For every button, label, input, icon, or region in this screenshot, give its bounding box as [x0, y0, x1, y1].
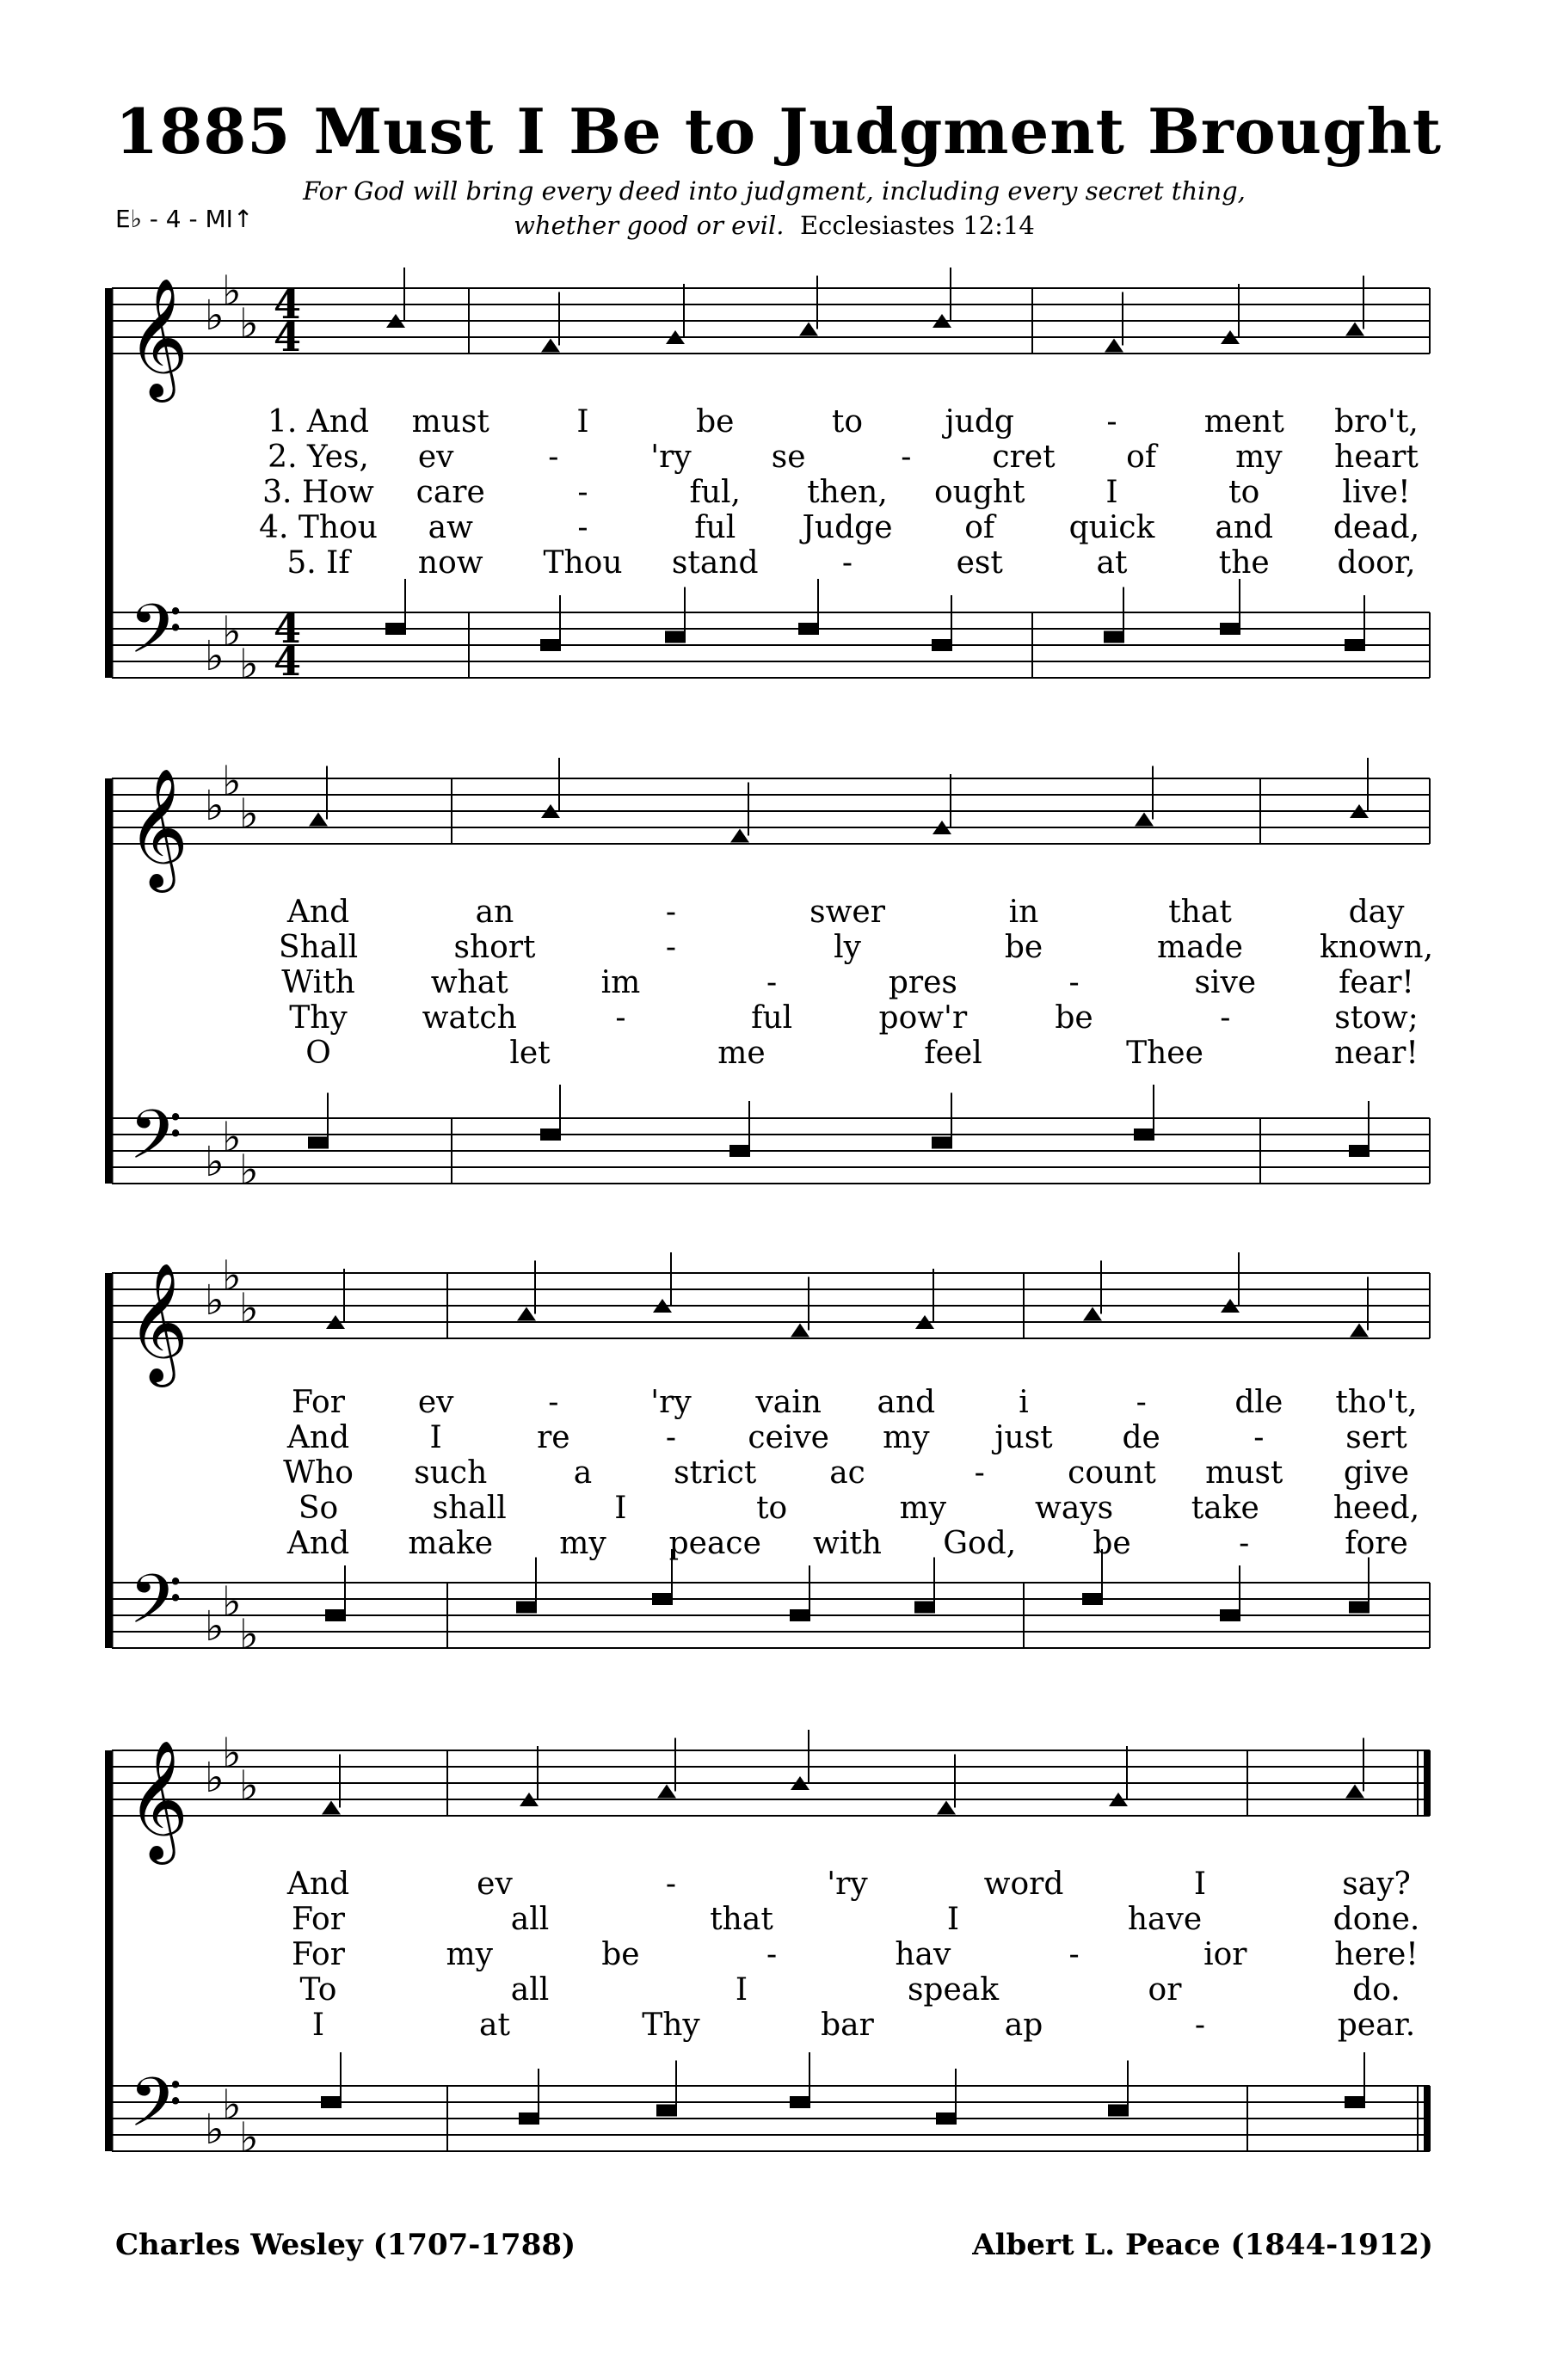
- lyric-syllable: -: [577, 475, 588, 510]
- flat-icon: ♭: [222, 2081, 242, 2130]
- lyric-syllable: pres: [888, 965, 957, 1000]
- bass-note-head: [540, 639, 561, 651]
- bass-clef-icon: 𝄢: [129, 2063, 182, 2159]
- lyric-syllable: ior: [1203, 1937, 1247, 1972]
- lyric-syllable: -: [1136, 1385, 1147, 1420]
- lyric-syllable: ac: [829, 1455, 865, 1491]
- lyric-syllable: -: [615, 1000, 626, 1036]
- lyric-syllable: 5. If: [286, 545, 350, 581]
- lyric-syllable: be: [1004, 930, 1043, 965]
- lyric-syllable: shall: [432, 1491, 507, 1526]
- flat-icon: ♭: [222, 757, 242, 806]
- lyric-syllable: of: [964, 510, 995, 545]
- treble-note-head: [1135, 813, 1154, 827]
- flat-icon: ♭: [205, 1602, 225, 1651]
- flat-icon: ♭: [222, 1251, 242, 1301]
- lyric-syllable: make: [408, 1526, 494, 1561]
- lyric-syllable: -: [901, 440, 912, 475]
- lyric-syllable: ful: [694, 510, 736, 545]
- lyric-syllable: at: [1096, 545, 1128, 581]
- lyric-syllable: and: [877, 1385, 936, 1420]
- treble-note-head: [1083, 1307, 1102, 1321]
- lyric-syllable: est: [956, 545, 1003, 581]
- flat-icon: ♭: [239, 2113, 259, 2162]
- flat-icon: ♭: [222, 1113, 242, 1162]
- lyric-syllable: I: [311, 2008, 325, 2043]
- lyric-syllable: 4. Thou: [259, 510, 378, 545]
- flat-icon: ♭: [205, 1138, 225, 1186]
- flat-icon: ♭: [205, 1754, 225, 1802]
- lyric-syllable: to: [831, 404, 864, 440]
- treble-note-head: [937, 1801, 956, 1815]
- treble-clef-icon: 𝄞: [127, 278, 188, 397]
- lyric-syllable: near!: [1334, 1036, 1419, 1071]
- bass-note-head: [652, 1593, 673, 1605]
- lyric-syllable: 3. How: [262, 475, 374, 510]
- lyric-syllable: -: [1068, 1937, 1080, 1972]
- lyric-syllable: be: [1055, 1000, 1093, 1036]
- treble-note-head: [730, 829, 749, 843]
- lyric-syllable: -: [766, 1937, 778, 1972]
- treble-note-head: [799, 323, 818, 336]
- lyric-syllable: I: [946, 1902, 960, 1937]
- lyric-syllable: count: [1068, 1455, 1156, 1491]
- time-signature-top: 4: [274, 606, 302, 652]
- lyric-syllable: hav: [895, 1937, 951, 1972]
- lyric-syllable: -: [665, 930, 677, 965]
- lyric-syllable: me: [717, 1036, 766, 1071]
- lyric-syllable: ev: [417, 440, 454, 475]
- lyric-syllable: such: [414, 1455, 488, 1491]
- bass-note-head: [1345, 639, 1365, 651]
- system-bracket: [105, 288, 111, 678]
- lyric-syllable: ev: [417, 1385, 454, 1420]
- staff-treble-3: [112, 1252, 1430, 1388]
- flat-icon: ♭: [222, 267, 242, 316]
- lyric-syllable: For: [292, 1902, 345, 1937]
- treble-note-head: [791, 1324, 809, 1338]
- lyric-syllable: heed,: [1333, 1491, 1420, 1526]
- lyric-syllable: I: [429, 1420, 442, 1455]
- flat-icon: ♭: [239, 790, 259, 839]
- lyric-syllable: ap: [1004, 2008, 1043, 2043]
- flat-icon: ♭: [205, 2106, 225, 2154]
- flat-icon: ♭: [222, 1729, 242, 1778]
- staff-treble-4: [112, 1730, 1430, 1866]
- lyric-syllable: Shall: [278, 930, 359, 965]
- lyric-syllable: And: [286, 1526, 350, 1561]
- flat-icon: ♭: [222, 607, 242, 656]
- lyric-syllable: 'ry: [650, 440, 692, 475]
- lyric-syllable: So: [298, 1491, 339, 1526]
- treble-note-head: [309, 813, 328, 827]
- staff-bass-1: [112, 589, 1430, 689]
- lyric-syllable: i: [1019, 1385, 1029, 1420]
- lyric-syllable: -: [548, 1385, 559, 1420]
- flat-icon: ♭: [239, 299, 259, 348]
- lyric-syllable: tho't,: [1335, 1385, 1418, 1420]
- final-barline-thick: [1424, 2086, 1431, 2151]
- music-credit: Albert L. Peace (1844-1912): [972, 2228, 1433, 2262]
- lyric-syllable: feel: [924, 1036, 982, 1071]
- flat-icon: ♭: [239, 1610, 259, 1659]
- bass-note-head: [1220, 623, 1240, 635]
- treble-note-head: [1345, 1785, 1364, 1799]
- lyric-syllable: -: [841, 545, 853, 581]
- lyric-syllable: the: [1218, 545, 1270, 581]
- lyric-syllable: strict: [674, 1455, 757, 1491]
- lyric-syllable: take: [1191, 1491, 1259, 1526]
- bass-clef-icon: 𝄢: [129, 1559, 182, 1656]
- lyric-syllable: swer: [809, 895, 885, 930]
- lyric-syllable: fore: [1345, 1526, 1408, 1561]
- lyric-syllable: Who: [283, 1455, 354, 1491]
- lyric-syllable: day: [1348, 895, 1405, 930]
- lyric-syllable: -: [766, 965, 778, 1000]
- bass-note-head: [1104, 631, 1124, 643]
- bass-note-head: [1082, 1593, 1103, 1605]
- lyric-syllable: ment: [1203, 404, 1284, 440]
- bass-note-head: [665, 631, 686, 643]
- lyric-syllable: that: [710, 1902, 773, 1937]
- lyric-syllable: care: [415, 475, 485, 510]
- flat-icon: ♭: [239, 640, 259, 689]
- bass-note-head: [729, 1145, 750, 1157]
- lyric-syllable: For: [292, 1385, 345, 1420]
- lyric-syllable: 2. Yes,: [268, 440, 369, 475]
- bass-note-head: [1134, 1129, 1154, 1141]
- lyric-syllable: stow;: [1334, 1000, 1419, 1036]
- lyric-syllable: say?: [1342, 1866, 1411, 1902]
- lyric-syllable: O: [305, 1036, 331, 1071]
- bass-note-head: [321, 2096, 342, 2108]
- lyric-syllable: Judge: [802, 510, 893, 545]
- lyric-syllable: To: [299, 1972, 337, 2008]
- lyric-syllable: be: [1093, 1526, 1131, 1561]
- staff-treble-2: [112, 758, 1430, 894]
- lyric-syllable: quick: [1068, 510, 1155, 545]
- lyric-syllable: aw: [428, 510, 473, 545]
- lyric-syllable: my: [1235, 440, 1283, 475]
- lyric-syllable: For: [292, 1937, 345, 1972]
- lyric-syllable: Thy: [289, 1000, 348, 1036]
- bass-note-head: [1345, 2096, 1365, 2108]
- lyric-syllable: of: [1126, 440, 1157, 475]
- treble-note-head: [1350, 1324, 1369, 1338]
- lyric-syllable: 'ry: [827, 1866, 868, 1902]
- lyric-syllable: Thy: [642, 2008, 700, 2043]
- time-signature-bottom: 4: [274, 638, 302, 685]
- lyric-syllable: short: [453, 930, 536, 965]
- system-bracket: [105, 1750, 111, 2151]
- lyric-syllable: bar: [821, 2008, 874, 2043]
- lyric-syllable: dle: [1234, 1385, 1283, 1420]
- lyric-syllable: pow'r: [878, 1000, 968, 1036]
- lyric-syllable: ly: [834, 930, 861, 965]
- treble-clef-icon: 𝄞: [127, 1740, 188, 1860]
- lyric-syllable: just: [994, 1420, 1053, 1455]
- lyric-syllable: be: [696, 404, 735, 440]
- lyric-syllable: I: [735, 1972, 748, 2008]
- lyric-syllable: -: [1068, 965, 1080, 1000]
- treble-clef-icon: 𝄞: [127, 1263, 188, 1382]
- lyric-syllable: speak: [907, 1972, 1000, 2008]
- lyric-syllable: I: [1193, 1866, 1207, 1902]
- scripture-reference: Ecclesiastes 12:14: [799, 211, 1035, 240]
- treble-note-head: [541, 339, 560, 353]
- lyric-syllable: And: [286, 1420, 350, 1455]
- words-credit: Charles Wesley (1707-1788): [115, 2228, 576, 2262]
- lyric-syllable: peace: [668, 1526, 761, 1561]
- lyric-syllable: With: [281, 965, 355, 1000]
- lyric-syllable: have: [1127, 1902, 1203, 1937]
- lyric-syllable: live!: [1342, 475, 1411, 510]
- bass-note-head: [932, 1137, 952, 1149]
- lyric-syllable: -: [577, 510, 588, 545]
- system-bracket: [105, 1273, 111, 1648]
- treble-clef-icon: 𝄞: [127, 768, 188, 888]
- lyric-syllable: -: [1106, 404, 1117, 440]
- staff-bass-3: [112, 1559, 1430, 1659]
- lyric-syllable: my: [559, 1526, 606, 1561]
- lyric-syllable: my: [446, 1937, 493, 1972]
- lyric-syllable: or: [1148, 1972, 1182, 2008]
- lyric-syllable: and: [1215, 510, 1274, 545]
- lyric-syllable: watch: [422, 1000, 517, 1036]
- lyric-syllable: ceive: [748, 1420, 829, 1455]
- lyric-syllable: -: [665, 1420, 677, 1455]
- flat-icon: ♭: [222, 1577, 242, 1627]
- lyric-syllable: must: [411, 404, 489, 440]
- flat-icon: ♭: [205, 292, 225, 340]
- lyric-syllable: cret: [992, 440, 1056, 475]
- treble-note-head: [657, 1785, 676, 1799]
- lyric-syllable: what: [430, 965, 508, 1000]
- treble-note-head: [1345, 323, 1364, 336]
- lyric-syllable: I: [1105, 475, 1118, 510]
- lyric-syllable: ful: [751, 1000, 793, 1036]
- flat-icon: ♭: [205, 632, 225, 680]
- time-signature-top: 4: [274, 281, 302, 328]
- bass-note-head: [519, 2112, 539, 2125]
- lyric-syllable: stand: [671, 545, 759, 581]
- lyric-syllable: that: [1168, 895, 1232, 930]
- lyric-syllable: now: [417, 545, 483, 581]
- lyric-syllable: Thee: [1126, 1036, 1203, 1071]
- lyric-syllable: And: [286, 895, 350, 930]
- lyric-syllable: my: [883, 1420, 930, 1455]
- lyric-syllable: sert: [1345, 1420, 1407, 1455]
- bass-note-head: [385, 623, 406, 635]
- bass-clef-icon: 𝄢: [129, 1095, 182, 1191]
- bass-note-head: [936, 2112, 957, 2125]
- bass-note-head: [540, 1129, 561, 1141]
- flat-icon: ♭: [205, 782, 225, 830]
- bass-note-head: [1349, 1145, 1370, 1157]
- lyric-syllable: fear!: [1339, 965, 1414, 1000]
- flat-icon: ♭: [239, 1284, 259, 1333]
- lyric-syllable: Thou: [543, 545, 623, 581]
- lyric-syllable: give: [1343, 1455, 1410, 1491]
- lyric-syllable: do.: [1352, 1972, 1400, 2008]
- scripture-quote: For God will bring every deed into judgment, including every secret thing, whether good or evil.: [303, 176, 1246, 240]
- staff-bass-4: [112, 2063, 1430, 2162]
- lyric-syllable: 1. And: [267, 404, 370, 440]
- lyric-syllable: known,: [1319, 930, 1434, 965]
- treble-note-head: [517, 1307, 536, 1321]
- lyric-syllable: a: [573, 1455, 593, 1491]
- bass-note-head: [914, 1602, 935, 1614]
- lyric-syllable: -: [1253, 1420, 1265, 1455]
- flat-icon: ♭: [239, 1762, 259, 1811]
- system-bracket: [105, 778, 111, 1184]
- lyric-syllable: I: [614, 1491, 627, 1526]
- lyric-syllable: my: [899, 1491, 947, 1526]
- flat-icon: ♭: [239, 1146, 259, 1195]
- lyric-syllable: let: [509, 1036, 551, 1071]
- lyric-syllable: 'ry: [650, 1385, 692, 1420]
- lyric-syllable: then,: [807, 475, 888, 510]
- lyric-syllable: ought: [933, 475, 1025, 510]
- treble-note-head: [1105, 339, 1123, 353]
- lyric-syllable: pear.: [1337, 2008, 1416, 2043]
- lyric-syllable: to: [756, 1491, 788, 1526]
- lyric-syllable: vain: [755, 1385, 822, 1420]
- bass-note-head: [1349, 1602, 1370, 1614]
- lyric-syllable: here!: [1334, 1937, 1419, 1972]
- lyric-syllable: bro't,: [1334, 404, 1419, 440]
- bass-note-head: [516, 1602, 537, 1614]
- lyric-syllable: made: [1157, 930, 1243, 965]
- lyric-syllable: -: [1239, 1526, 1250, 1561]
- bass-note-head: [1220, 1609, 1240, 1621]
- final-barline-thick: [1424, 1750, 1431, 1816]
- lyric-syllable: word: [983, 1866, 1064, 1902]
- time-signature-bottom: 4: [274, 314, 302, 360]
- key-info: E♭ - 4 - MI↑: [115, 205, 254, 233]
- lyric-syllable: re: [537, 1420, 570, 1455]
- lyric-syllable: -: [548, 440, 559, 475]
- bass-note-head: [790, 2096, 810, 2108]
- hymn-title: 1885 Must I Be to Judgment Brought: [115, 95, 1443, 168]
- lyric-syllable: door,: [1337, 545, 1416, 581]
- lyric-syllable: sive: [1194, 965, 1257, 1000]
- lyric-syllable: must: [1205, 1455, 1283, 1491]
- lyric-syllable: be: [601, 1937, 640, 1972]
- lyric-syllable: se: [771, 440, 806, 475]
- lyric-syllable: judg: [945, 404, 1014, 440]
- lyric-syllable: all: [510, 1972, 550, 2008]
- lyric-syllable: And: [286, 1866, 350, 1902]
- lyric-syllable: with: [813, 1526, 882, 1561]
- lyric-syllable: -: [665, 895, 677, 930]
- treble-note-head: [322, 1801, 341, 1815]
- lyric-syllable: -: [1194, 2008, 1206, 2043]
- lyric-syllable: I: [576, 404, 589, 440]
- lyric-syllable: all: [510, 1902, 550, 1937]
- bass-note-head: [790, 1609, 810, 1621]
- lyric-syllable: ful,: [689, 475, 741, 510]
- lyric-syllable: -: [974, 1455, 985, 1491]
- lyric-syllable: -: [665, 1866, 677, 1902]
- bass-note-head: [308, 1137, 329, 1149]
- lyric-syllable: dead,: [1333, 510, 1420, 545]
- lyric-syllable: heart: [1334, 440, 1419, 475]
- lyric-syllable: an: [475, 895, 514, 930]
- lyric-syllable: ways: [1035, 1491, 1114, 1526]
- flat-icon: ♭: [205, 1276, 225, 1325]
- bass-note-head: [656, 2105, 677, 2117]
- lyric-syllable: in: [1008, 895, 1039, 930]
- bass-note-head: [1108, 2105, 1129, 2117]
- lyric-syllable: im: [600, 965, 641, 1000]
- lyric-syllable: de: [1122, 1420, 1160, 1455]
- lyric-syllable: to: [1228, 475, 1260, 510]
- lyric-syllable: done.: [1333, 1902, 1420, 1937]
- bass-clef-icon: 𝄢: [129, 589, 182, 686]
- lyric-syllable: at: [479, 2008, 510, 2043]
- bass-note-head: [325, 1609, 346, 1621]
- bass-note-head: [932, 639, 952, 651]
- lyric-syllable: God,: [943, 1526, 1017, 1561]
- lyric-syllable: ev: [477, 1866, 513, 1902]
- lyric-syllable: -: [1220, 1000, 1231, 1036]
- bass-note-head: [798, 623, 819, 635]
